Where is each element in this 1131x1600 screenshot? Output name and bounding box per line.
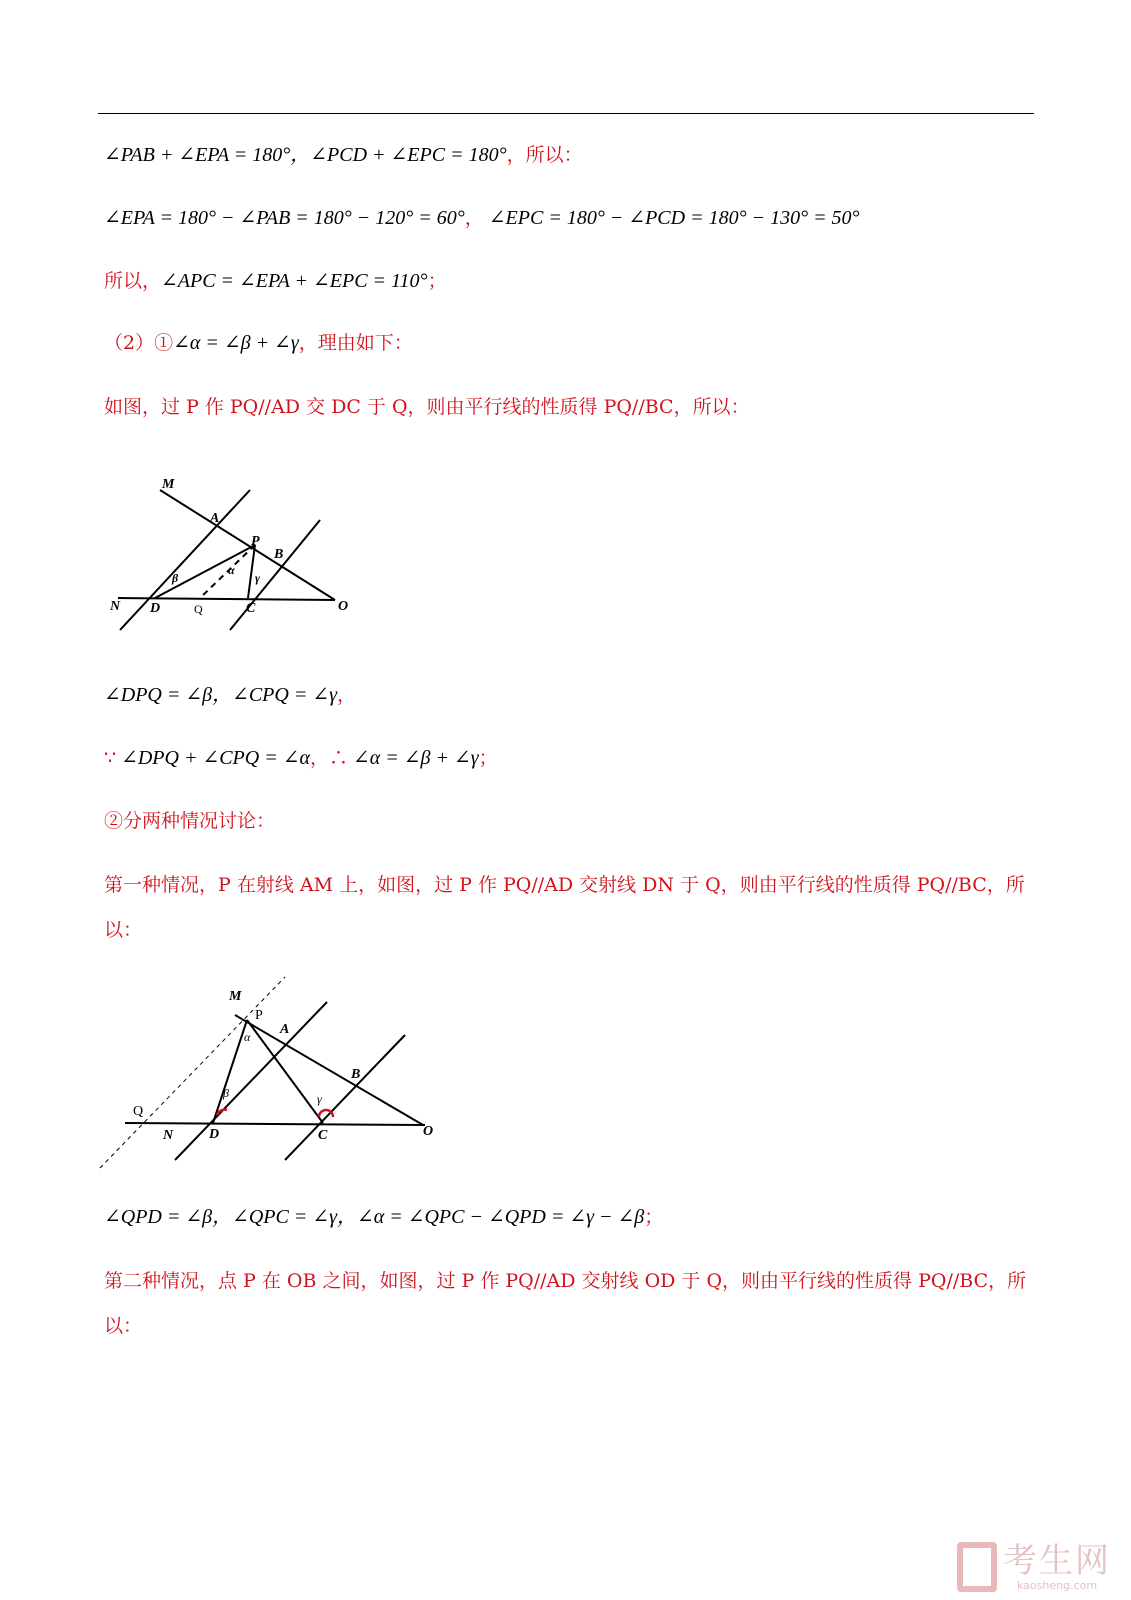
label-C: C bbox=[246, 601, 256, 616]
text: ∵ bbox=[104, 747, 117, 769]
label-D: D bbox=[150, 601, 161, 616]
label-gamma: γ bbox=[317, 1092, 322, 1106]
label-P: P bbox=[251, 534, 260, 549]
label-gamma: γ bbox=[255, 571, 260, 585]
label-N: N bbox=[110, 599, 121, 614]
equation: ∠α = ∠β + ∠γ bbox=[352, 747, 479, 769]
equation: ∠EPC = 180° − ∠PCD = 180° − 130° = 50° bbox=[488, 207, 860, 229]
equation: ∠DPQ = ∠β，∠CPQ = ∠γ bbox=[104, 684, 337, 706]
label-O: O bbox=[423, 1124, 434, 1139]
label-D: D bbox=[209, 1127, 220, 1142]
geometry-diagram-1 bbox=[100, 470, 370, 640]
header-rule bbox=[98, 113, 1034, 114]
label-beta: β bbox=[172, 571, 179, 585]
watermark-text bbox=[1003, 1543, 1111, 1592]
solution-line-10 bbox=[104, 915, 142, 945]
label-alpha: α bbox=[244, 1030, 251, 1044]
solution-line-13 bbox=[104, 1311, 142, 1341]
label-A: A bbox=[210, 511, 220, 526]
text: ，理由如下： bbox=[298, 332, 413, 354]
solution-line-11 bbox=[104, 1202, 663, 1232]
label-N: N bbox=[163, 1128, 174, 1143]
equation: ∠α = ∠β + ∠γ bbox=[173, 332, 299, 354]
text: 所以， bbox=[104, 270, 162, 292]
solution-line-1 bbox=[104, 140, 583, 170]
label-Q: Q bbox=[133, 1104, 144, 1119]
label-M: M bbox=[162, 477, 175, 492]
text: 第二种情况，点 P 在 OB 之间，如图，过 P 作 PQ//AD 交射线 OD 于 Q，则由平行线的性质得 PQ//BC，所 bbox=[104, 1270, 1027, 1292]
text: 如图，过 P 作 PQ//AD 交 DC 于 Q，则由平行线的性质得 PQ//BC，所以： bbox=[104, 396, 750, 418]
watermark-logo-icon bbox=[957, 1542, 997, 1592]
text: 以： bbox=[104, 919, 143, 941]
text: ， bbox=[464, 207, 484, 229]
equation: ∠APC = ∠EPA + ∠EPC = 110° bbox=[161, 270, 428, 292]
solution-line-7 bbox=[104, 743, 498, 773]
label-O: O bbox=[338, 599, 349, 614]
text: 以： bbox=[104, 1315, 143, 1337]
label-B: B bbox=[274, 547, 284, 562]
equation: ∠DPQ + ∠CPQ = ∠α bbox=[121, 747, 310, 769]
watermark bbox=[957, 1542, 1111, 1592]
watermark-cn: 考生网 bbox=[1003, 1541, 1111, 1581]
label-P: P bbox=[255, 1008, 263, 1023]
figure-1 bbox=[100, 470, 370, 645]
text: ； bbox=[478, 747, 498, 769]
label-A: A bbox=[280, 1022, 290, 1037]
watermark-en: kaosheng.com bbox=[1016, 1579, 1098, 1592]
solution-line-12 bbox=[104, 1266, 1026, 1296]
text: （2）① bbox=[104, 332, 174, 354]
label-C: C bbox=[318, 1128, 328, 1143]
solution-line-5 bbox=[104, 392, 750, 422]
solution-line-3 bbox=[104, 266, 447, 296]
text: 第一种情况，P 在射线 AM 上，如图，过 P 作 PQ//AD 交射线 DN 于 Q，则由平行线的性质得 PQ//BC，所 bbox=[104, 874, 1025, 896]
solution-line-4 bbox=[104, 328, 413, 358]
text: ，所以： bbox=[506, 144, 583, 166]
solution-line-9 bbox=[104, 870, 1025, 900]
figure-2 bbox=[95, 975, 445, 1180]
equation: ∠PAB + ∠EPA = 180°，∠PCD + ∠EPC = 180° bbox=[104, 144, 507, 166]
label-Q: Q bbox=[194, 602, 203, 616]
text: ； bbox=[644, 1206, 664, 1228]
label-alpha: α bbox=[228, 563, 235, 577]
solution-line-6 bbox=[104, 680, 356, 710]
equation: ∠QPD = ∠β，∠QPC = ∠γ，∠α = ∠QPC − ∠QPD = ∠γ − ∠β bbox=[104, 1206, 645, 1228]
text: ②分两种情况讨论： bbox=[104, 810, 276, 832]
label-M: M bbox=[229, 989, 242, 1004]
geometry-diagram-2 bbox=[95, 975, 445, 1175]
text: ，∴ bbox=[309, 747, 348, 769]
solution-line-2 bbox=[104, 203, 860, 233]
label-B: B bbox=[351, 1067, 361, 1082]
equation: ∠EPA = 180° − ∠PAB = 180° − 120° = 60° bbox=[104, 207, 465, 229]
text: ； bbox=[427, 270, 447, 292]
text: ， bbox=[336, 684, 356, 706]
solution-line-8 bbox=[104, 806, 275, 836]
label-beta: β bbox=[223, 1086, 229, 1100]
